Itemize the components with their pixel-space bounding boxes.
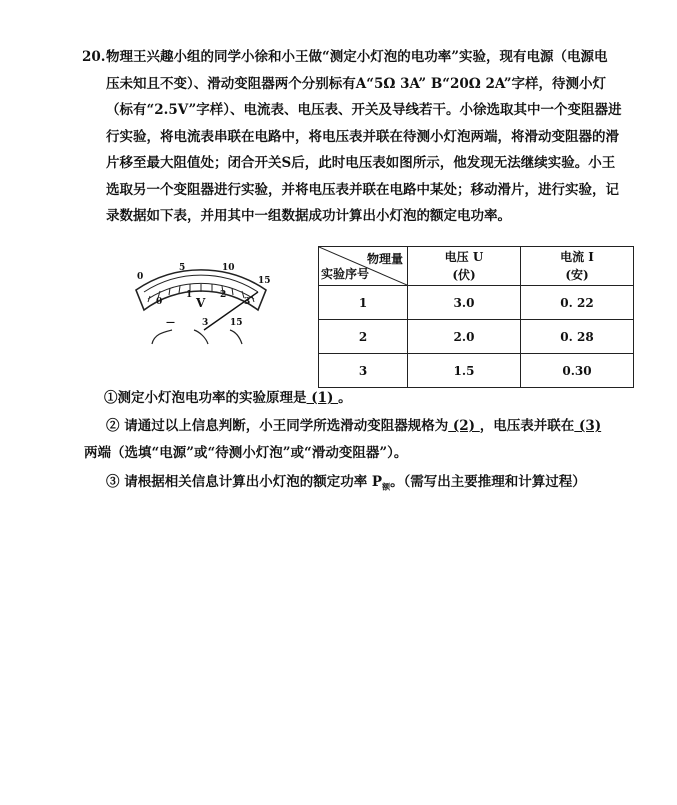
lower-scale-label: 2	[220, 290, 227, 300]
current-cell: 0.30	[521, 354, 634, 388]
terminal-wire	[230, 330, 242, 344]
terminal-label: 15	[230, 318, 243, 328]
upper-scale-label: 0	[137, 272, 144, 282]
subquestion-2	[106, 414, 601, 434]
subquestion-1	[104, 386, 352, 406]
subquestion-3-end: 。（需写出主要推理和计算过程）	[390, 474, 586, 490]
table-row	[319, 354, 634, 388]
subquestion-3	[106, 470, 586, 493]
subquestion-2-text: ② 请通过以上信息判断，小王同学所选滑动变阻器规格为	[106, 418, 449, 434]
row-number: 1	[319, 286, 408, 320]
lower-scale-label: 1	[186, 290, 193, 300]
header-current-unit: (安)	[565, 268, 589, 282]
table-header-row	[319, 247, 634, 286]
current-cell: 0. 28	[521, 320, 634, 354]
subquestion-3-text: ③ 请根据相关信息计算出小灯泡的额定功率 P	[106, 474, 383, 490]
table-corner-cell	[319, 247, 408, 286]
voltage-cell: 3.0	[408, 286, 521, 320]
meter-unit: V	[196, 296, 206, 310]
subquestion-1-text: ①测定小灯泡电功率的实验原理是	[104, 390, 307, 406]
question-number: 20.	[82, 49, 106, 65]
question-line: 片移至最大阻值处；闭合开关S后，此时电压表如图所示，他发现无法继续实验。小王	[106, 155, 616, 171]
voltage-cell: 2.0	[408, 320, 521, 354]
terminal-wire	[194, 330, 208, 344]
question-line: 物理王兴趣小组的同学小徐和小王做“测定小灯泡的电功率”实验，现有电源（电源电	[106, 49, 608, 65]
lower-scale-label: 3	[244, 297, 251, 307]
header-current-name: 电流 I	[560, 250, 594, 264]
question-line: 压未知且不变）、滑动变阻器两个分别标有A“5Ω 3A” B“20Ω 2A”字样，待测小灯	[106, 75, 607, 92]
corner-top-label: 物理量	[366, 252, 403, 266]
terminal-wire	[152, 330, 172, 344]
question-line: 选取另一个变阻器进行实验，并将电压表并联在电路中某处；移动滑片，进行实验，记	[106, 181, 619, 198]
header-voltage	[408, 247, 521, 286]
header-voltage-name: 电压 U	[444, 250, 484, 264]
question-body	[84, 44, 644, 230]
upper-scale-label: 5	[179, 263, 186, 273]
upper-scale-label: 10	[222, 263, 235, 273]
answer-blank-1[interactable]: (1)	[306, 390, 339, 406]
current-cell: 0. 22	[521, 286, 634, 320]
header-current	[521, 247, 634, 286]
lower-scale-label: 0	[156, 297, 163, 307]
subquestion-2-mid: ，电压表并联在	[479, 418, 575, 434]
question-line: 录数据如下表，并用其中一组数据成功计算出小灯泡的额定电功率。	[106, 208, 511, 224]
header-voltage-unit: (伏)	[452, 268, 476, 282]
voltage-cell: 1.5	[408, 354, 521, 388]
voltmeter-figure	[126, 252, 276, 352]
question-line: （标有“2.5V”字样）、电流表、电压表、开关及导线若干。小徐选取其中一个变阻器进	[106, 102, 622, 118]
subquestion-1-end: 。	[338, 390, 352, 406]
answer-blank-3[interactable]: (3)	[574, 418, 602, 434]
table-row	[319, 286, 634, 320]
data-table	[318, 246, 634, 388]
question-line: 行实验，将电流表串联在电路中，将电压表并联在待测小灯泡两端，将滑动变阻器的滑	[106, 128, 619, 145]
row-number: 2	[319, 320, 408, 354]
corner-bottom-label: 实验序号	[321, 267, 370, 281]
subquestion-2-continuation: 两端（选填“电源”或“待测小灯泡”或“滑动变阻器”）。	[84, 445, 408, 461]
upper-scale-label: 15	[258, 276, 271, 286]
answer-blank-2[interactable]: (2)	[448, 418, 480, 434]
subscript-rated: 额	[382, 481, 391, 492]
table-row	[319, 320, 634, 354]
terminal-label: —	[166, 318, 175, 328]
row-number: 3	[319, 354, 408, 388]
terminal-label: 3	[202, 318, 209, 328]
